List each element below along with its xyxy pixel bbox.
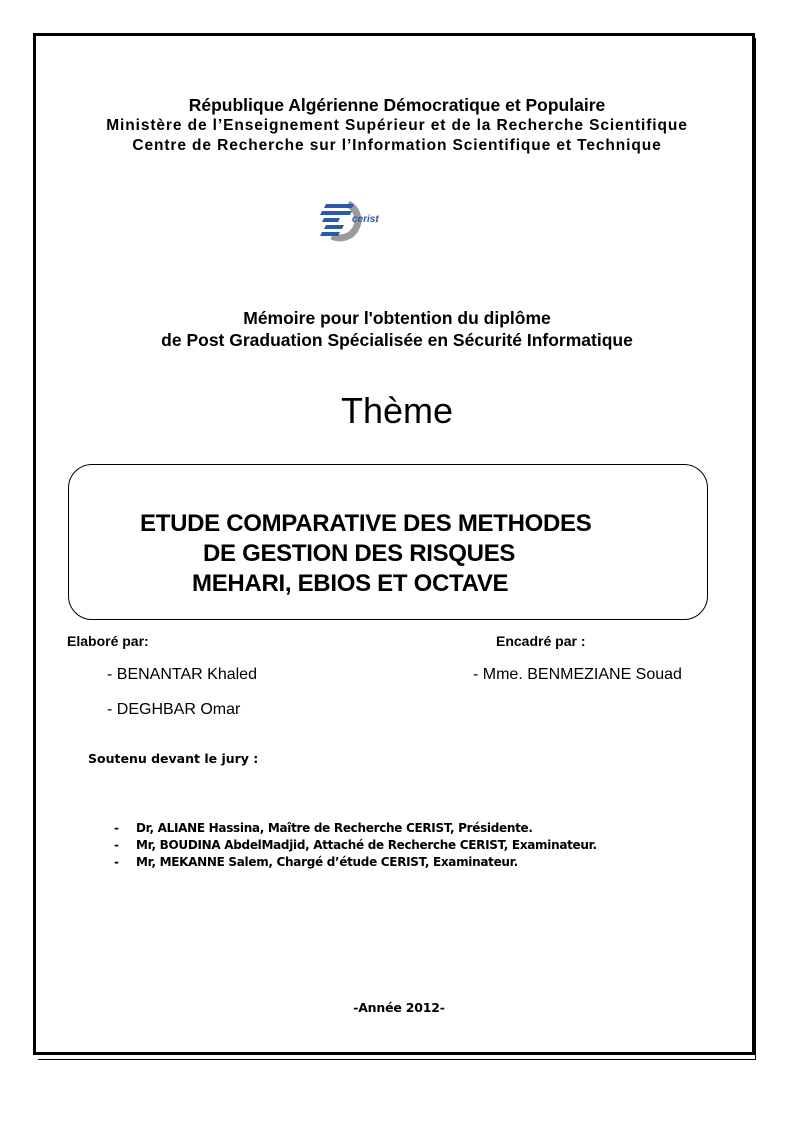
year: -Année 2012-	[353, 1000, 445, 1015]
supervisor-name: - Mme. BENMEZIANE Souad	[473, 666, 682, 683]
theme-label: Thème	[340, 390, 454, 431]
memoire-line-2: de Post Graduation Spécialisée en Sécurité Informatique	[161, 330, 633, 350]
jury-member-text: Mr, MEKANNE Salem, Chargé d’étude CERIST, Examinateur.	[136, 855, 518, 869]
jury-member-text: Dr, ALIANE Hassina, Maître de Recherche CERIST, Présidente.	[136, 821, 533, 835]
logo-stripes	[320, 204, 354, 236]
cerist-logo	[318, 198, 386, 244]
author-name: - DEGHBAR Omar	[107, 701, 241, 718]
memoire-line-1: Mémoire pour l'obtention du diplôme	[243, 308, 551, 328]
jury-member	[114, 838, 597, 852]
title-line-3: MEHARI, EBIOS ET OCTAVE	[192, 570, 509, 597]
jury-member	[114, 855, 518, 869]
logo-text: cerist	[352, 214, 379, 225]
list-dash: -	[114, 855, 119, 869]
ministry-heading: Ministère de l’Enseignement Supérieur et de la Recherche Scientifique	[106, 117, 688, 134]
jury-member-text: Mr, BOUDINA AbdelMadjid, Attaché de Recherche CERIST, Examinateur.	[136, 838, 597, 852]
list-dash: -	[114, 821, 119, 835]
jury-member	[114, 821, 533, 835]
supervisor-label: Encadré par :	[496, 633, 586, 649]
title-line-2: DE GESTION DES RISQUES	[203, 540, 516, 567]
jury-label: Soutenu devant le jury :	[88, 751, 259, 766]
title-line-1: ETUDE COMPARATIVE DES METHODES	[140, 510, 592, 537]
list-dash: -	[114, 838, 119, 852]
author-name: - BENANTAR Khaled	[107, 666, 257, 683]
republic-heading: République Algérienne Démocratique et Populaire	[188, 95, 606, 115]
authors-label: Elaboré par:	[67, 633, 149, 649]
centre-heading: Centre de Recherche sur l’Information Scientifique et Technique	[132, 137, 662, 154]
